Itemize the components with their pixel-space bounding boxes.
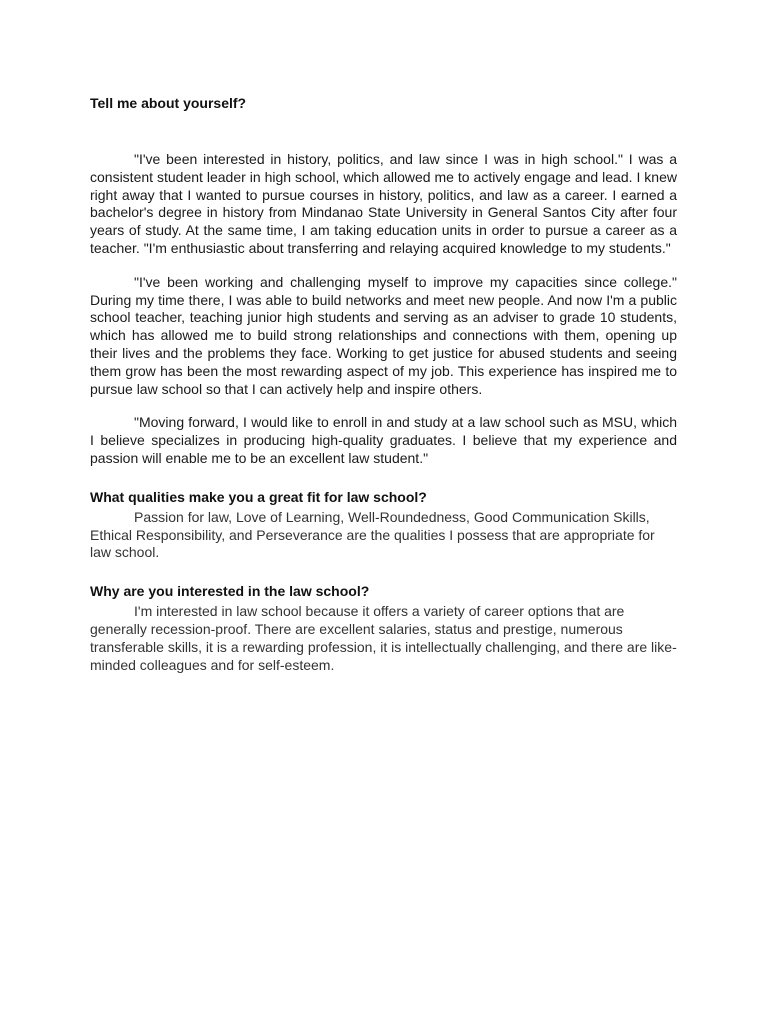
paragraph-working-challenging: "I've been working and challenging myself to improve my capacities since college." During my time there, I was able to build networks and meet new people. And now I'm a public school teacher, teaching junior high students and serving as an adviser to grade 10 students, which has allowed me to build strong relationships and connections with them, opening up their lives and the problems they face. Working to get justice for abused students and seeing them grow has been the most rewarding aspect of my job. This experience has inspired me to pursue law school so that I can actively help and inspire others. [90,273,677,397]
paragraph-moving-forward: "Moving forward, I would like to enroll in and study at a law school such as MSU, which I believe specializes in producing high-quality graduates. I believe that my experience and passion will enable me to be an excellent law student." [90,414,677,466]
section-heading-interest-law-school: Why are you interested in the law school? [90,583,370,600]
paragraph-interest-history: "I've been interested in history, politics, and law since I was in high school." I was a consistent student leader in high school, which allowed me to actively engage and lead. I knew right away that I wanted to pursue courses in history, politics, and law as a career. I earned a bachelor's degree in history from Mindanao State University in General Santos City after four years of study. At the same time, I am taking education units in order to pursue a career as a teacher. "I'm enthusiastic about transferring and relaying acquired knowledge to my students." [90,151,677,256]
paragraph-qualities: Passion for law, Love of Learning, Well-Roundedness, Good Communication Skills, Ethical Responsibility, and Perseverance are the qualities I possess that are appropriate for law school. [90,508,655,561]
section-heading-qualities: What qualities make you a great fit for law school? [90,488,427,505]
document-page [90,94,677,674]
paragraph-interest-law-school: I'm interested in law school because it offers a variety of career options that are generally recession-proof. There are excellent salaries, status and prestige, numerous transferable skills, it is a rewarding profession, it is intellectually challenging, and there are like-minded colleagues and for self-esteem. [90,603,677,673]
section-heading-about-yourself: Tell me about yourself? [90,95,247,111]
